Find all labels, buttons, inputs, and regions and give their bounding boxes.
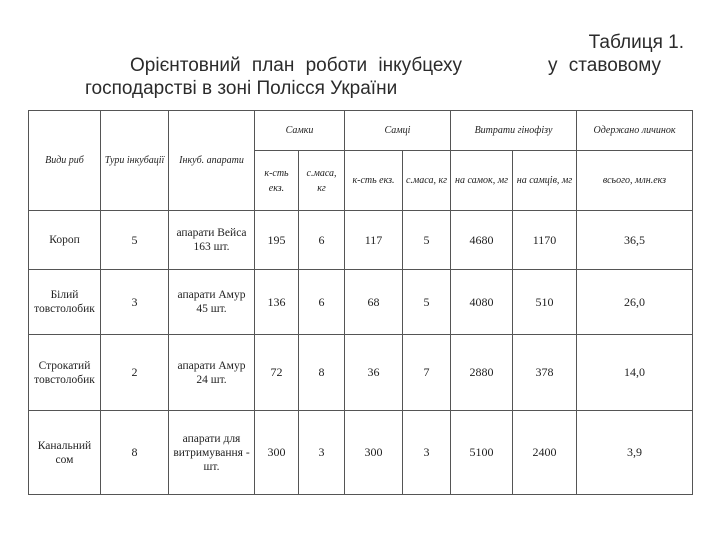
title-line-1-end: у ставовому	[548, 55, 662, 76]
cell-female-mass: 6	[299, 211, 345, 270]
cell-male-mass: 3	[403, 411, 451, 495]
cell-hyp-females: 4080	[451, 270, 513, 335]
table-number: Таблиця 1.	[588, 32, 684, 53]
cell-rounds: 5	[101, 211, 169, 270]
incubation-plan-table	[28, 110, 693, 495]
header-row-1	[29, 111, 693, 151]
header-male-mass: с.маса, кг	[403, 151, 451, 211]
header-hyp-males: на самців, мг	[513, 151, 577, 211]
cell-larvae: 36,5	[577, 211, 693, 270]
cell-rounds: 2	[101, 335, 169, 411]
cell-rounds: 3	[101, 270, 169, 335]
cell-female-mass: 6	[299, 270, 345, 335]
cell-species: Строкатий товстолобик	[29, 335, 101, 411]
header-female-mass: с.маса, кг	[299, 151, 345, 211]
cell-hyp-males: 2400	[513, 411, 577, 495]
cell-male-count: 300	[345, 411, 403, 495]
table-row	[29, 335, 693, 411]
cell-larvae: 26,0	[577, 270, 693, 335]
cell-hyp-females: 2880	[451, 335, 513, 411]
cell-larvae: 14,0	[577, 335, 693, 411]
header-species: Види риб	[29, 111, 101, 211]
header-hyp-females: на самок, мг	[451, 151, 513, 211]
cell-female-count: 136	[255, 270, 299, 335]
cell-male-mass: 7	[403, 335, 451, 411]
cell-male-count: 68	[345, 270, 403, 335]
header-larvae: Одержано личинок	[577, 111, 693, 151]
cell-male-mass: 5	[403, 270, 451, 335]
cell-apparatus: апарати Вейса 163 шт.	[169, 211, 255, 270]
cell-male-count: 117	[345, 211, 403, 270]
cell-female-count: 300	[255, 411, 299, 495]
header-larvae-total: всього, млн.екз	[577, 151, 693, 211]
header-males: Самці	[345, 111, 451, 151]
cell-larvae: 3,9	[577, 411, 693, 495]
cell-hyp-females: 4680	[451, 211, 513, 270]
cell-apparatus: апарати Амур 24 шт.	[169, 335, 255, 411]
cell-hyp-males: 378	[513, 335, 577, 411]
cell-female-mass: 3	[299, 411, 345, 495]
header-apparatus: Інкуб. апарати	[169, 111, 255, 211]
cell-hyp-females: 5100	[451, 411, 513, 495]
header-male-count: к-сть екз.	[345, 151, 403, 211]
table-row	[29, 411, 693, 495]
title-line-2: господарстві в зоні Полісся України	[85, 78, 398, 99]
cell-species: Короп	[29, 211, 101, 270]
table-row	[29, 270, 693, 335]
cell-female-mass: 8	[299, 335, 345, 411]
header-female-count: к-сть екз.	[255, 151, 299, 211]
cell-apparatus: апарати Амур 45 шт.	[169, 270, 255, 335]
cell-rounds: 8	[101, 411, 169, 495]
title-line-1: Орієнтовний план роботи інкубцеху	[130, 55, 463, 76]
cell-male-mass: 5	[403, 211, 451, 270]
header-hypophysis: Витрати гінофізу	[451, 111, 577, 151]
table-row	[29, 211, 693, 270]
cell-species: Білий товстолобик	[29, 270, 101, 335]
cell-apparatus: апарати для витримування - шт.	[169, 411, 255, 495]
cell-hyp-males: 510	[513, 270, 577, 335]
cell-hyp-males: 1170	[513, 211, 577, 270]
header-females: Самки	[255, 111, 345, 151]
cell-female-count: 72	[255, 335, 299, 411]
heading	[0, 0, 720, 110]
cell-species: Канальний сом	[29, 411, 101, 495]
cell-male-count: 36	[345, 335, 403, 411]
cell-female-count: 195	[255, 211, 299, 270]
header-rounds: Тури інкубації	[101, 111, 169, 211]
